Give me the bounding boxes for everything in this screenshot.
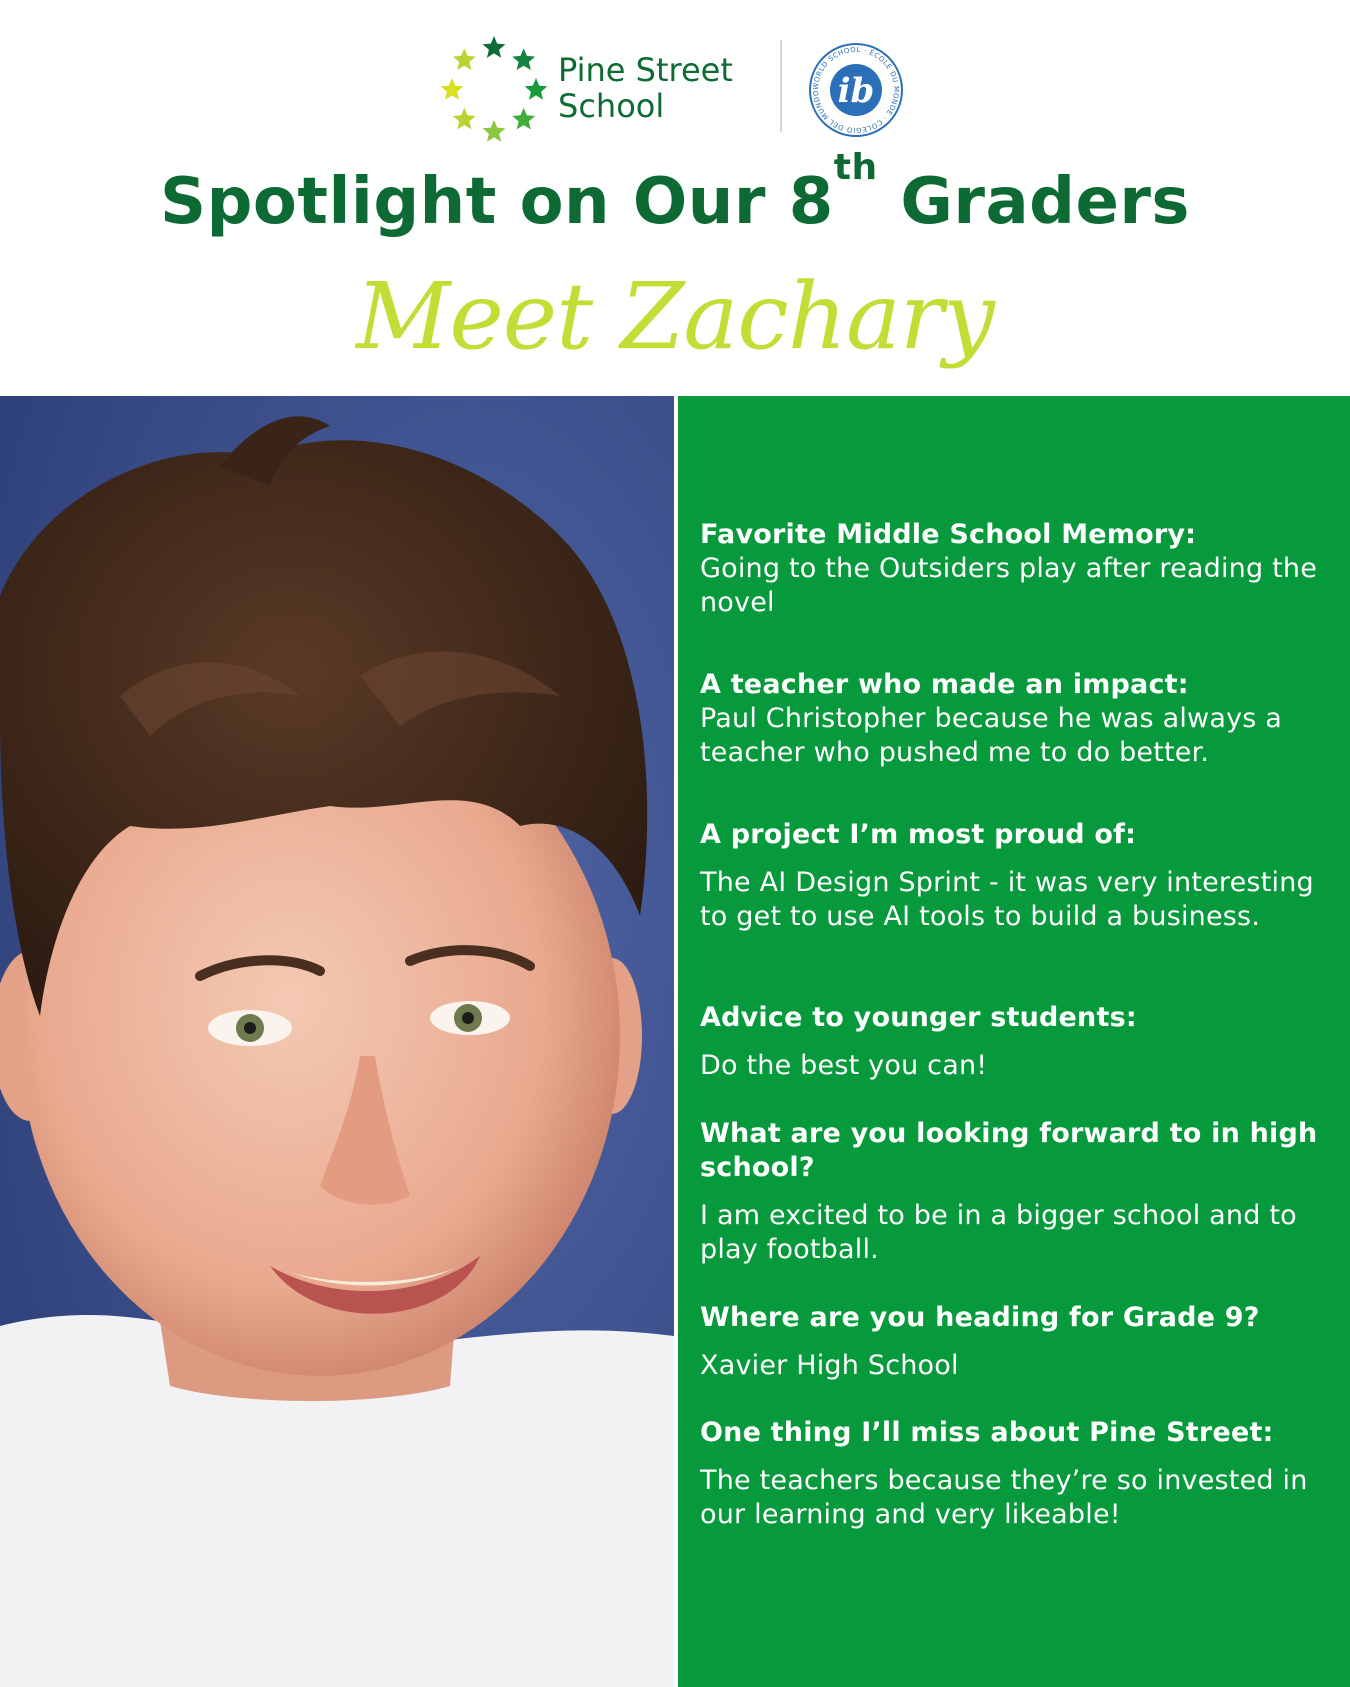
qa-question: A project I’m most proud of: xyxy=(700,819,1137,850)
logo-star-icon xyxy=(483,36,506,58)
school-name-line-2: School xyxy=(558,87,665,125)
ib-world-school-logo-icon xyxy=(806,40,906,140)
page-title-end: Graders xyxy=(877,165,1191,239)
student-photo xyxy=(0,396,674,1687)
qa-answer: Going to the Outsiders play after reading the novel xyxy=(700,553,1318,618)
pine-street-star-logo-icon xyxy=(438,36,550,144)
header xyxy=(0,0,1350,396)
qa-high-school-forward xyxy=(700,1117,1340,1267)
logo-star-icon xyxy=(453,108,476,130)
qa-question: Where are you heading for Grade 9? xyxy=(700,1302,1260,1333)
qa-miss-pine-street xyxy=(700,1416,1340,1532)
qa-answer: The teachers because they’re so invested in our learning and very likeable! xyxy=(700,1465,1308,1530)
page-title xyxy=(0,147,1350,244)
logo-bar xyxy=(438,36,918,144)
qa-question: What are you looking forward to in high school? xyxy=(700,1118,1318,1183)
student-name-heading: Meet Zachary xyxy=(356,263,994,370)
school-name-line-1: Pine Street xyxy=(558,51,733,89)
logo-star-icon xyxy=(441,78,464,100)
school-name xyxy=(558,52,733,124)
logo-divider xyxy=(780,40,782,132)
qa-proud-project xyxy=(700,818,1340,934)
qa-answer: I am excited to be in a bigger school and to play football. xyxy=(700,1200,1297,1265)
qa-answer: Paul Christopher because he was always a teacher who pushed me to do better. xyxy=(700,703,1283,768)
svg-text:ib: ib xyxy=(837,71,875,111)
qa-answer: The AI Design Sprint - it was very interesting to get to use AI tools to build a business. xyxy=(700,867,1314,932)
qa-answer: Do the best you can! xyxy=(700,1050,988,1081)
qa-question: One thing I’ll miss about Pine Street: xyxy=(700,1417,1274,1448)
logo-star-icon xyxy=(525,78,548,100)
logo-star-icon xyxy=(453,48,476,70)
student-portrait-icon xyxy=(0,396,674,1687)
profile-info-panel xyxy=(678,396,1350,1687)
logo-star-icon xyxy=(512,48,535,70)
qa-favorite-memory xyxy=(700,518,1340,620)
page-title-main: Spotlight on Our 8 xyxy=(159,165,834,239)
qa-question: Advice to younger students: xyxy=(700,1002,1137,1033)
page-title-ordinal: th xyxy=(833,147,878,188)
svg-text:WORLD SCHOOL · ÉCOLE DU MONDE: WORLD SCHOOL · ÉCOLE DU MONDE · COLEGIO DEL MUNDO xyxy=(811,45,901,135)
qa-answer: Xavier High School xyxy=(700,1350,959,1381)
logo-star-icon xyxy=(483,120,506,142)
qa-question: Favorite Middle School Memory: xyxy=(700,519,1197,550)
logo-star-icon xyxy=(512,108,535,130)
qa-question: A teacher who made an impact: xyxy=(700,669,1189,700)
qa-teacher-impact xyxy=(700,668,1340,770)
qa-grade-9 xyxy=(700,1301,1340,1383)
qa-advice xyxy=(700,1001,1340,1083)
